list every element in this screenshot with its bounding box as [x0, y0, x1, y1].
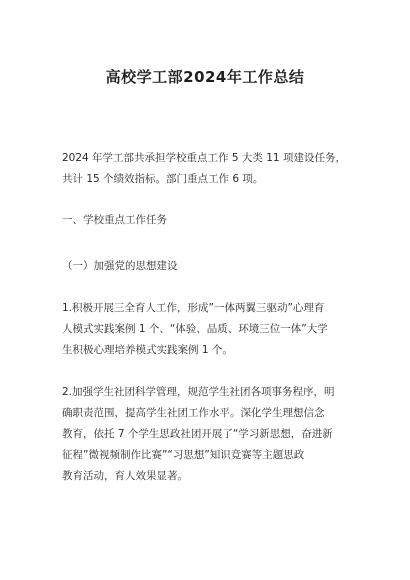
paragraph-line: 征程”微视频制作比赛”“习思想”知识竞赛等主题思政: [62, 449, 305, 461]
subsection-heading-text: （一）加强党的思想建设: [62, 260, 178, 272]
paragraph-line: 1.积极开展三全育人工作，形成”一体两翼三驱动”心理育: [62, 302, 325, 314]
paragraph-line: 2.加强学生社团科学管理，规范学生社团各项事务程序，明: [62, 386, 335, 398]
intro-paragraph: [62, 148, 362, 190]
subsection-heading: [62, 256, 362, 277]
paragraph-line: 生积极心理培养模式实践案例 1 个。: [62, 344, 233, 356]
section-heading: [62, 210, 362, 231]
paragraph-line: 教育，依托 7 个学生思政社团开展了“学习新思想，奋进新: [62, 428, 333, 440]
document-title: 高校学工部2024年工作总结: [105, 68, 305, 86]
section-heading-text: 一、学校重点工作任务: [62, 214, 167, 226]
intro-line: 2024 年学工部共承担学校重点工作 5 大类 11 项建设任务，: [62, 152, 346, 164]
list-item-2: [62, 382, 362, 487]
paragraph-line: 确职责范围，提高学生社团工作水平。深化学生理想信念: [62, 407, 325, 419]
paragraph-line: 教育活动，育人效果显著。: [62, 470, 188, 482]
intro-line: 共计 15 个绩效指标。部门重点工作 6 项。: [62, 173, 264, 185]
paragraph-line: 人模式实践案例 1 个、“体验、品质、环境三位一体”大学: [62, 323, 328, 335]
list-item-1: [62, 298, 362, 361]
